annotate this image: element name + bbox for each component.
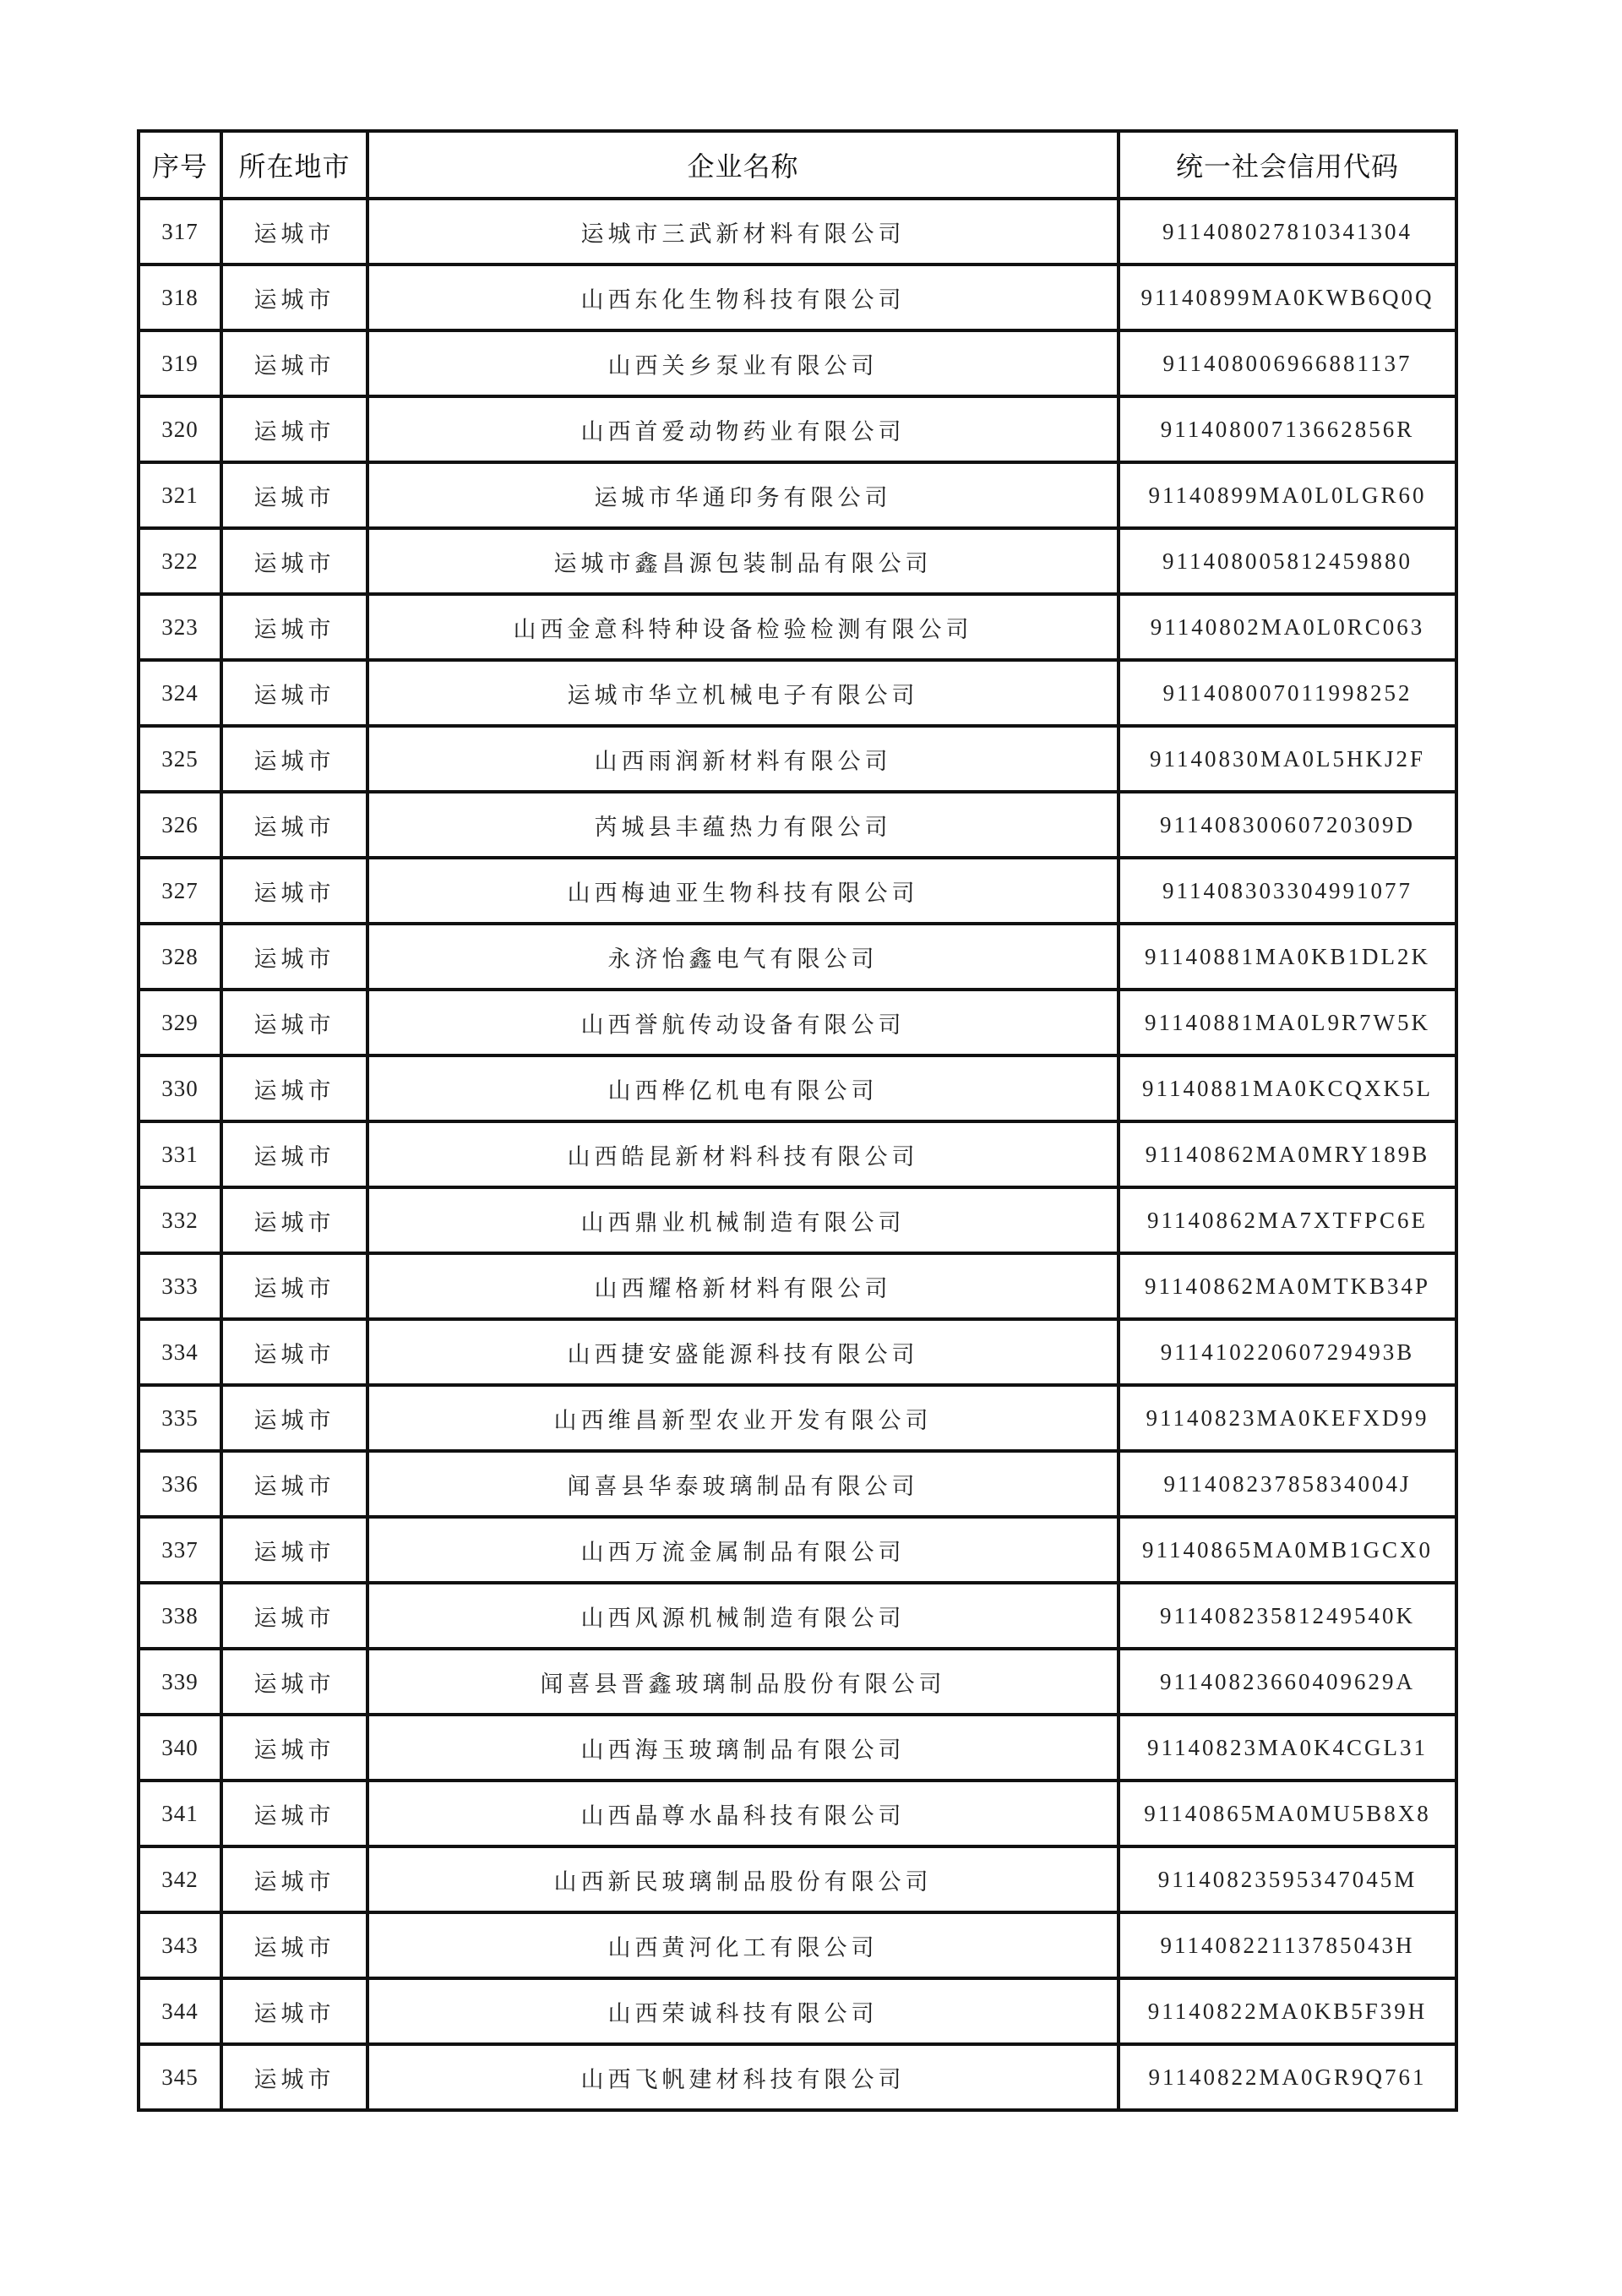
serial-number-cell: 317	[139, 199, 221, 265]
credit-code-cell: 91140899MA0L0LGR60	[1119, 462, 1456, 528]
credit-code-cell: 91141022060729493B	[1119, 1319, 1456, 1385]
company-name-cell: 山西梅迪亚生物科技有限公司	[367, 858, 1119, 924]
credit-code-cell: 91140822113785043H	[1119, 1912, 1456, 1978]
serial-number-cell: 342	[139, 1846, 221, 1912]
table-row	[139, 265, 1456, 330]
credit-code-cell: 911408005812459880	[1119, 528, 1456, 594]
credit-code-cell: 91140823595347045M	[1119, 1846, 1456, 1912]
city-cell: 运城市	[221, 528, 367, 594]
city-cell: 运城市	[221, 990, 367, 1055]
company-name-cell: 山西誉航传动设备有限公司	[367, 990, 1119, 1055]
company-name-cell: 山西维昌新型农业开发有限公司	[367, 1385, 1119, 1451]
table-row	[139, 660, 1456, 726]
table-row	[139, 1583, 1456, 1649]
table-row	[139, 792, 1456, 858]
company-name-cell: 山西鼎业机械制造有限公司	[367, 1187, 1119, 1253]
table-row	[139, 1121, 1456, 1187]
serial-number-cell: 334	[139, 1319, 221, 1385]
city-cell: 运城市	[221, 1055, 367, 1121]
serial-number-cell: 318	[139, 265, 221, 330]
table-row	[139, 1715, 1456, 1781]
serial-number-cell: 337	[139, 1517, 221, 1583]
header-credit-code: 统一社会信用代码	[1119, 131, 1456, 199]
serial-number-cell: 329	[139, 990, 221, 1055]
credit-code-cell: 91140800713662856R	[1119, 396, 1456, 462]
credit-code-cell: 911408303304991077	[1119, 858, 1456, 924]
city-cell: 运城市	[221, 199, 367, 265]
city-cell: 运城市	[221, 1451, 367, 1517]
serial-number-cell: 338	[139, 1583, 221, 1649]
company-name-cell: 运城市华立机械电子有限公司	[367, 660, 1119, 726]
city-cell: 运城市	[221, 924, 367, 990]
serial-number-cell: 335	[139, 1385, 221, 1451]
city-cell: 运城市	[221, 330, 367, 396]
company-name-cell: 山西东化生物科技有限公司	[367, 265, 1119, 330]
city-cell: 运城市	[221, 2044, 367, 2110]
company-name-cell: 山西万流金属制品有限公司	[367, 1517, 1119, 1583]
city-cell: 运城市	[221, 1583, 367, 1649]
credit-code-cell: 91140823785834004J	[1119, 1451, 1456, 1517]
company-name-cell: 山西海玉玻璃制品有限公司	[367, 1715, 1119, 1781]
credit-code-cell: 91140881MA0KCQXK5L	[1119, 1055, 1456, 1121]
company-name-cell: 山西关乡泵业有限公司	[367, 330, 1119, 396]
credit-code-cell: 91140823MA0K4CGL31	[1119, 1715, 1456, 1781]
city-cell: 运城市	[221, 1319, 367, 1385]
credit-code-cell: 91140823MA0KEFXD99	[1119, 1385, 1456, 1451]
serial-number-cell: 319	[139, 330, 221, 396]
table-row	[139, 858, 1456, 924]
credit-code-cell: 91140899MA0KWB6Q0Q	[1119, 265, 1456, 330]
serial-number-cell: 339	[139, 1649, 221, 1715]
city-cell: 运城市	[221, 594, 367, 660]
table-row	[139, 396, 1456, 462]
company-name-cell: 山西金意科特种设备检验检测有限公司	[367, 594, 1119, 660]
serial-number-cell: 331	[139, 1121, 221, 1187]
table-row	[139, 2044, 1456, 2110]
company-name-cell: 山西耀格新材料有限公司	[367, 1253, 1119, 1319]
company-name-cell: 运城市三武新材料有限公司	[367, 199, 1119, 265]
table-row	[139, 1978, 1456, 2044]
serial-number-cell: 333	[139, 1253, 221, 1319]
company-name-cell: 山西捷安盛能源科技有限公司	[367, 1319, 1119, 1385]
credit-code-cell: 91140822MA0KB5F39H	[1119, 1978, 1456, 2044]
serial-number-cell: 321	[139, 462, 221, 528]
table-row	[139, 1451, 1456, 1517]
table-row	[139, 1187, 1456, 1253]
credit-code-cell: 91140823581249540K	[1119, 1583, 1456, 1649]
company-name-cell: 山西首爱动物药业有限公司	[367, 396, 1119, 462]
credit-code-cell: 911408006966881137	[1119, 330, 1456, 396]
table-row	[139, 1912, 1456, 1978]
serial-number-cell: 323	[139, 594, 221, 660]
table-row	[139, 594, 1456, 660]
table-row	[139, 990, 1456, 1055]
city-cell: 运城市	[221, 265, 367, 330]
city-cell: 运城市	[221, 1978, 367, 2044]
table-row	[139, 199, 1456, 265]
table-header	[139, 131, 1456, 199]
company-name-cell: 山西晶尊水晶科技有限公司	[367, 1781, 1119, 1846]
city-cell: 运城市	[221, 1649, 367, 1715]
table-row	[139, 1055, 1456, 1121]
serial-number-cell: 324	[139, 660, 221, 726]
header-city: 所在地市	[221, 131, 367, 199]
city-cell: 运城市	[221, 462, 367, 528]
serial-number-cell: 344	[139, 1978, 221, 2044]
serial-number-cell: 328	[139, 924, 221, 990]
city-cell: 运城市	[221, 396, 367, 462]
company-name-cell: 山西飞帆建材科技有限公司	[367, 2044, 1119, 2110]
company-name-cell: 运城市鑫昌源包装制品有限公司	[367, 528, 1119, 594]
city-cell: 运城市	[221, 1715, 367, 1781]
city-cell: 运城市	[221, 792, 367, 858]
serial-number-cell: 327	[139, 858, 221, 924]
city-cell: 运城市	[221, 1385, 367, 1451]
city-cell: 运城市	[221, 660, 367, 726]
city-cell: 运城市	[221, 1253, 367, 1319]
credit-code-cell: 91140865MA0MB1GCX0	[1119, 1517, 1456, 1583]
table-row	[139, 528, 1456, 594]
credit-code-cell: 91140822MA0GR9Q761	[1119, 2044, 1456, 2110]
table-row	[139, 1781, 1456, 1846]
credit-code-cell: 91140823660409629A	[1119, 1649, 1456, 1715]
serial-number-cell: 341	[139, 1781, 221, 1846]
company-name-cell: 山西雨润新材料有限公司	[367, 726, 1119, 792]
serial-number-cell: 320	[139, 396, 221, 462]
table-row	[139, 330, 1456, 396]
table-row	[139, 1649, 1456, 1715]
serial-number-cell: 326	[139, 792, 221, 858]
header-serial-number: 序号	[139, 131, 221, 199]
company-name-cell: 闻喜县晋鑫玻璃制品股份有限公司	[367, 1649, 1119, 1715]
table-row	[139, 1517, 1456, 1583]
company-name-cell: 山西新民玻璃制品股份有限公司	[367, 1846, 1119, 1912]
serial-number-cell: 340	[139, 1715, 221, 1781]
company-name-cell: 山西桦亿机电有限公司	[367, 1055, 1119, 1121]
credit-code-cell: 911408007011998252	[1119, 660, 1456, 726]
city-cell: 运城市	[221, 1517, 367, 1583]
company-name-cell: 永济怡鑫电气有限公司	[367, 924, 1119, 990]
credit-code-cell: 91140802MA0L0RC063	[1119, 594, 1456, 660]
table-row	[139, 1385, 1456, 1451]
credit-code-cell: 91140830060720309D	[1119, 792, 1456, 858]
city-cell: 运城市	[221, 858, 367, 924]
table-row	[139, 1253, 1456, 1319]
table-row	[139, 1846, 1456, 1912]
company-name-cell: 山西黄河化工有限公司	[367, 1912, 1119, 1978]
city-cell: 运城市	[221, 726, 367, 792]
table-body	[139, 199, 1456, 2110]
credit-code-cell: 911408027810341304	[1119, 199, 1456, 265]
company-name-cell: 山西荣诚科技有限公司	[367, 1978, 1119, 2044]
header-row	[139, 131, 1456, 199]
company-name-cell: 山西皓昆新材料科技有限公司	[367, 1121, 1119, 1187]
company-name-cell: 运城市华通印务有限公司	[367, 462, 1119, 528]
serial-number-cell: 325	[139, 726, 221, 792]
credit-code-cell: 91140830MA0L5HKJ2F	[1119, 726, 1456, 792]
serial-number-cell: 332	[139, 1187, 221, 1253]
serial-number-cell: 330	[139, 1055, 221, 1121]
credit-code-cell: 91140881MA0KB1DL2K	[1119, 924, 1456, 990]
company-name-cell: 闻喜县华泰玻璃制品有限公司	[367, 1451, 1119, 1517]
serial-number-cell: 322	[139, 528, 221, 594]
header-company-name: 企业名称	[367, 131, 1119, 199]
credit-code-cell: 91140862MA7XTFPC6E	[1119, 1187, 1456, 1253]
company-name-cell: 山西风源机械制造有限公司	[367, 1583, 1119, 1649]
table-row	[139, 726, 1456, 792]
credit-code-cell: 91140862MA0MTKB34P	[1119, 1253, 1456, 1319]
table-row	[139, 462, 1456, 528]
city-cell: 运城市	[221, 1781, 367, 1846]
serial-number-cell: 345	[139, 2044, 221, 2110]
city-cell: 运城市	[221, 1846, 367, 1912]
city-cell: 运城市	[221, 1187, 367, 1253]
city-cell: 运城市	[221, 1121, 367, 1187]
credit-code-cell: 91140865MA0MU5B8X8	[1119, 1781, 1456, 1846]
table-row	[139, 924, 1456, 990]
credit-code-cell: 91140862MA0MRY189B	[1119, 1121, 1456, 1187]
city-cell: 运城市	[221, 1912, 367, 1978]
credit-code-cell: 91140881MA0L9R7W5K	[1119, 990, 1456, 1055]
table-row	[139, 1319, 1456, 1385]
serial-number-cell: 336	[139, 1451, 221, 1517]
serial-number-cell: 343	[139, 1912, 221, 1978]
enterprise-table	[137, 129, 1458, 2112]
company-name-cell: 芮城县丰蕴热力有限公司	[367, 792, 1119, 858]
